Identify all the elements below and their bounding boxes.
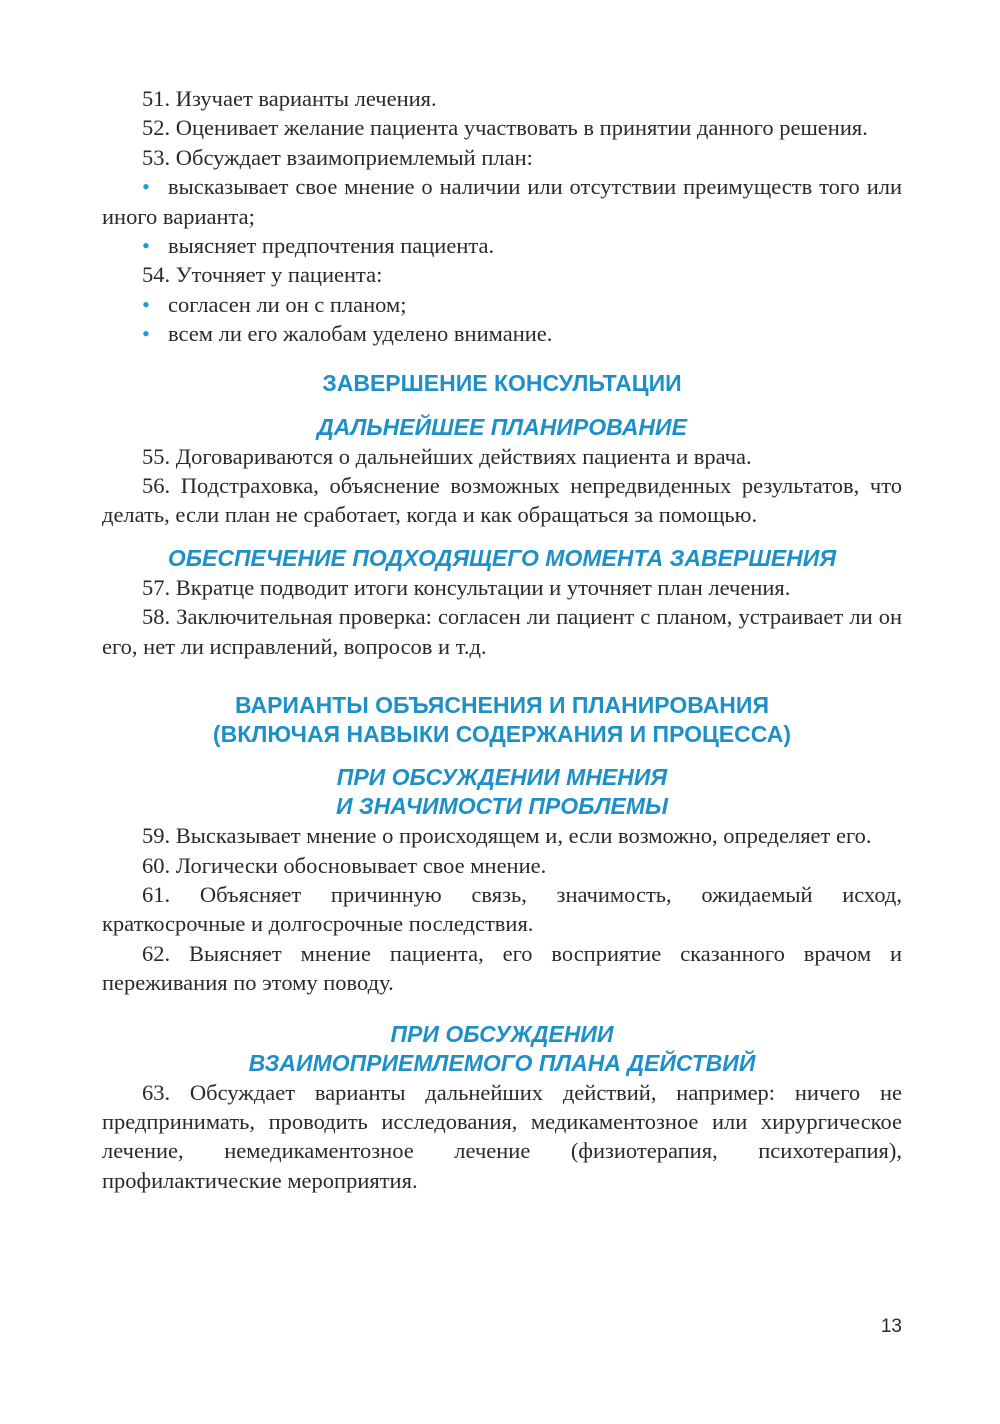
heading-variants xyxy=(102,691,902,749)
subheading-plan xyxy=(102,1020,902,1078)
item-63: 63. Обсуждает варианты дальнейших действий, например: ничего не предпринимать, проводить исследования, медикаментозное или хирургическое лечение, немедикаментозное лечение (физиотерапия, психотерапия), профилактические мероприятия. xyxy=(102,1079,902,1193)
subheading-moment: ОБЕСПЕЧЕНИЕ ПОДХОДЯЩЕГО МОМЕНТА ЗАВЕРШЕНИЯ xyxy=(167,544,837,571)
bullet-item xyxy=(102,290,902,319)
item-52: 52. Оценивает желание пациента участвовать в принятии данного решения. xyxy=(142,115,868,141)
item-55: 55. Договариваются о дальнейших действиях пациента и врача. xyxy=(142,443,752,469)
bullet-icon: • xyxy=(142,174,150,200)
item-51: 51. Изучает варианты лечения. xyxy=(142,86,437,111)
item-59: 59. Высказывает мнение о происходящем и, если возможно, определяет его. xyxy=(142,823,872,849)
bullet-icon: • xyxy=(142,291,150,317)
subheading-opinion xyxy=(102,763,902,821)
bullet-icon: • xyxy=(142,233,150,259)
bullet-item xyxy=(102,172,902,231)
item-58: 58. Заключительная проверка: согласен ли пациент с планом, устраивает ли он его, нет ли исправлений, вопросов и т.д. xyxy=(102,604,902,659)
bullet-icon: • xyxy=(142,321,150,347)
page-content xyxy=(102,84,902,1195)
item-60: 60. Логически обосновывает свое мнение. xyxy=(142,852,547,878)
subheading-opinion-line2: И ЗНАЧИМОСТИ ПРОБЛЕМЫ xyxy=(335,793,669,820)
subheading-planning: ДАЛЬНЕЙШЕЕ ПЛАНИРОВАНИЕ xyxy=(317,413,687,440)
item-62: 62. Выясняет мнение пациента, его восприятие сказанного врачом и переживания по этому поводу. xyxy=(102,940,902,996)
bullet-text: выясняет предпочтения пациента. xyxy=(168,233,495,259)
subheading-opinion-line1: ПРИ ОБСУЖДЕНИИ МНЕНИЯ xyxy=(336,764,668,791)
heading-variants-line1: ВАРИАНТЫ ОБЪЯСНЕНИЯ И ПЛАНИРОВАНИЯ xyxy=(235,692,769,719)
item-61: 61. Объясняет причинную связь, значимость, ожидаемый исход, краткосрочные и долгосрочные последствия. xyxy=(102,881,902,937)
page-number: 13 xyxy=(880,1316,902,1337)
bullet-item xyxy=(102,231,902,260)
item-56: 56. Подстраховка, объяснение возможных непредвиденных результатов, что делать, если план не сработает, когда и как обращаться за помощью. xyxy=(102,473,902,528)
item-53: 53. Обсуждает взаимоприемлемый план: xyxy=(142,144,533,170)
subheading-plan-line1: ПРИ ОБСУЖДЕНИИ xyxy=(390,1020,614,1047)
heading-completion: ЗАВЕРШЕНИЕ КОНСУЛЬТАЦИИ xyxy=(322,369,682,396)
bullet-item xyxy=(102,319,902,348)
bullet-text: согласен ли он с планом; xyxy=(168,291,407,317)
bullet-text: всем ли его жалобам уделено внимание. xyxy=(168,321,553,347)
bullet-text: высказывает свое мнение о наличии или отсутствии преимуществ того или иного варианта; xyxy=(102,174,902,229)
subheading-plan-line2: ВЗАИМОПРИЕМЛЕМОГО ПЛАНА ДЕЙСТВИЙ xyxy=(248,1049,756,1076)
heading-variants-line2: (ВКЛЮЧАЯ НАВЫКИ СОДЕРЖАНИЯ И ПРОЦЕССА) xyxy=(212,721,792,748)
item-57: 57. Вкратце подводит итоги консультации и уточняет план лечения. xyxy=(142,574,791,600)
item-54: 54. Уточняет у пациента: xyxy=(142,262,383,288)
